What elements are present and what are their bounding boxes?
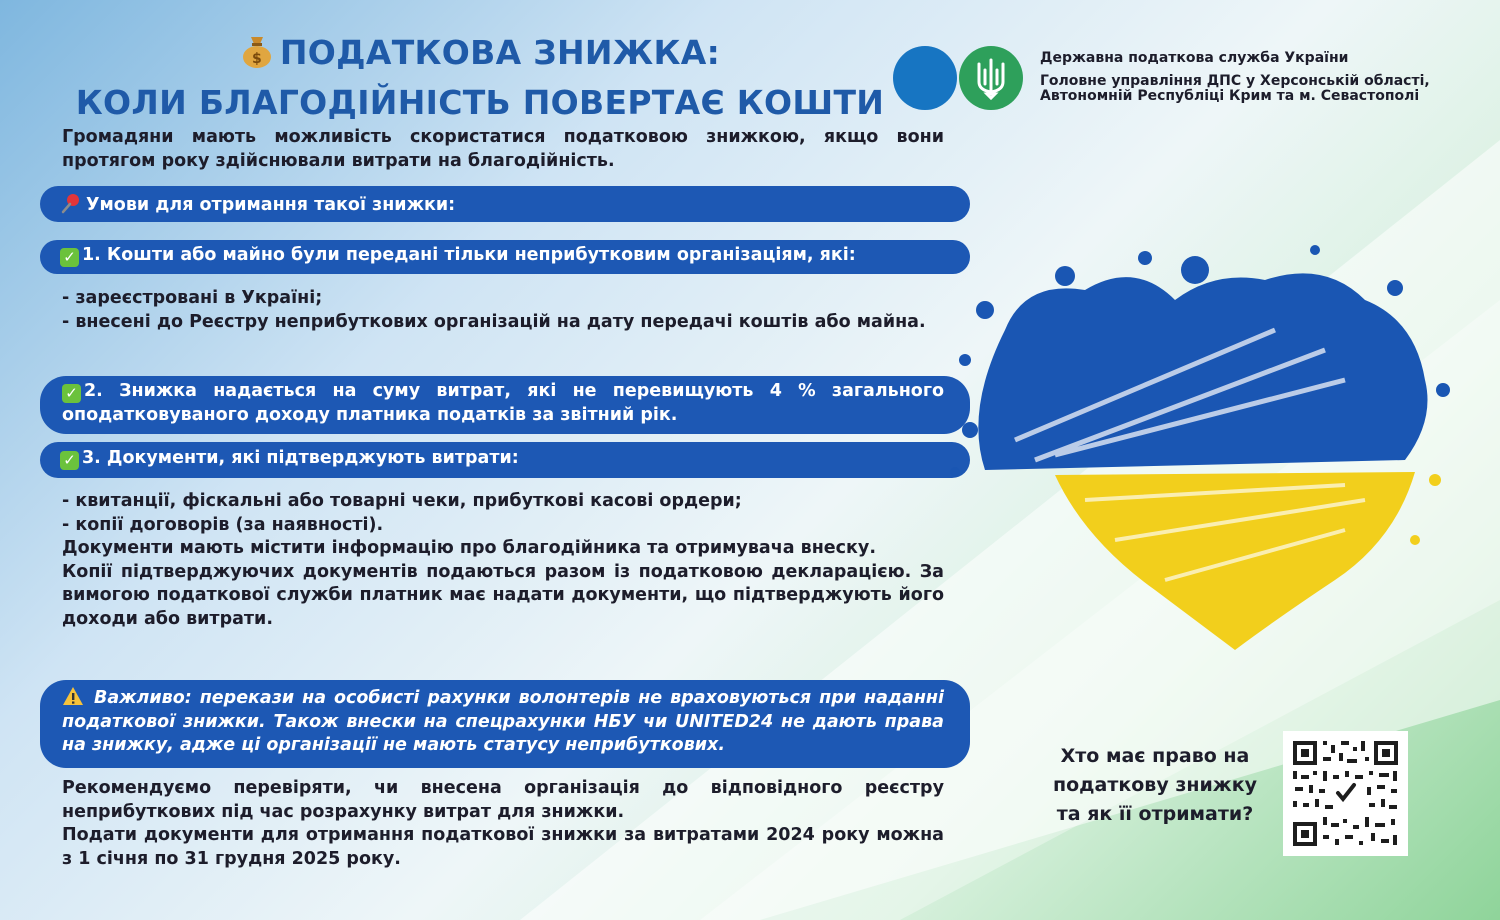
condition-2-band — [40, 376, 970, 434]
checkmark-icon: ✓ — [62, 384, 81, 403]
intro-text: Громадяни мають можливість скористатися податковою знижкою, якщо вони протягом року здійснювали витрати на благодійність. — [62, 127, 944, 171]
trident-emblem-logo — [959, 46, 1023, 110]
checkmark-icon: ✓ — [60, 451, 79, 470]
recommendation-text: Рекомендуємо перевіряти, чи внесена організація до відповідного реєстру неприбуткових під час розрахунку витрат для знижки. — [62, 778, 944, 822]
condition-3-list — [62, 490, 944, 631]
warning-icon — [62, 685, 84, 707]
title-text-1: ПОДАТКОВА ЗНИЖКА: — [279, 33, 721, 72]
list-item: - внесені до Реєстру неприбуткових організацій на дату передачі коштів або майна. — [62, 311, 926, 332]
important-band — [40, 680, 970, 768]
condition-3-title: 3. Документи, які підтверджують витрати: — [82, 448, 519, 468]
copies-note: Копії підтверджуючих документів подаються разом із податковою декларацією. За вимогою податкової служби платник має надати документи, що підтверджують його доходи або витрати. — [62, 561, 944, 629]
trident-icon — [971, 56, 1011, 100]
qr-caption-line: Хто має право на — [1060, 745, 1250, 767]
list-item: - квитанції, фіскальні або товарні чеки, прибуткові касові ордери; — [62, 491, 742, 511]
qr-caption-line: та як її отримати? — [1056, 803, 1254, 825]
conditions-header-text: Умови для отримання такої знижки: — [86, 195, 456, 215]
logos — [893, 46, 1033, 112]
condition-1-list — [62, 287, 944, 334]
ukraine-heart-illustration — [945, 240, 1465, 660]
pushpin-icon — [60, 192, 82, 214]
conditions-header — [40, 186, 970, 222]
organization-info — [1040, 50, 1490, 104]
recommendation — [62, 777, 944, 871]
page-title — [40, 28, 920, 128]
title-line-1 — [40, 28, 920, 78]
condition-1-band — [40, 240, 970, 274]
intro-paragraph — [62, 126, 944, 173]
condition-2-title: 2. Знижка надається на суму витрат, які не перевищують 4 % загального оподатковуваного доходу платника податків за звітний рік. — [62, 381, 944, 425]
money-bag-icon — [240, 33, 274, 69]
blue-paint-splash — [950, 245, 1450, 477]
list-item: - копії договорів (за наявності). — [62, 514, 384, 535]
qr-code[interactable] — [1283, 731, 1408, 856]
tax-service-logo — [893, 46, 957, 110]
org-department: Головне управління ДПС у Херсонській області, Автономній Республіці Крим та м. Севастополі — [1040, 73, 1430, 104]
deadline-text: Подати документи для отримання податкової знижки за витратами 2024 року можна з 1 січня по 31 грудня 2025 року. — [62, 825, 944, 869]
title-line-2: КОЛИ БЛАГОДІЙНІСТЬ ПОВЕРТАЄ КОШТИ — [75, 83, 885, 122]
qr-caption-line: податкову знижку — [1053, 774, 1257, 796]
condition-1-title: 1. Кошти або майно були передані тільки неприбутковим організаціям, які: — [82, 245, 856, 265]
org-name: Державна податкова служба України — [1040, 50, 1349, 66]
yellow-paint-splash — [1055, 472, 1441, 650]
documents-note: Документи мають містити інформацію про благодійника та отримувача внеску. — [62, 538, 876, 558]
checkmark-icon: ✓ — [60, 248, 79, 267]
qr-center-logo — [1333, 781, 1358, 806]
list-item: - зареєстровані в Україні; — [62, 288, 323, 308]
qr-caption — [1040, 742, 1270, 829]
condition-3-band — [40, 442, 970, 478]
important-text: Важливо: перекази на особисті рахунки волонтерів не враховуються при наданні податкової знижки. Також внески на спецрахунки НБУ чи UNITED24 не дають права на знижку, адже ці організації не мають статусу неприбуткових. — [62, 688, 944, 755]
svg-text:$: $ — [251, 51, 262, 67]
